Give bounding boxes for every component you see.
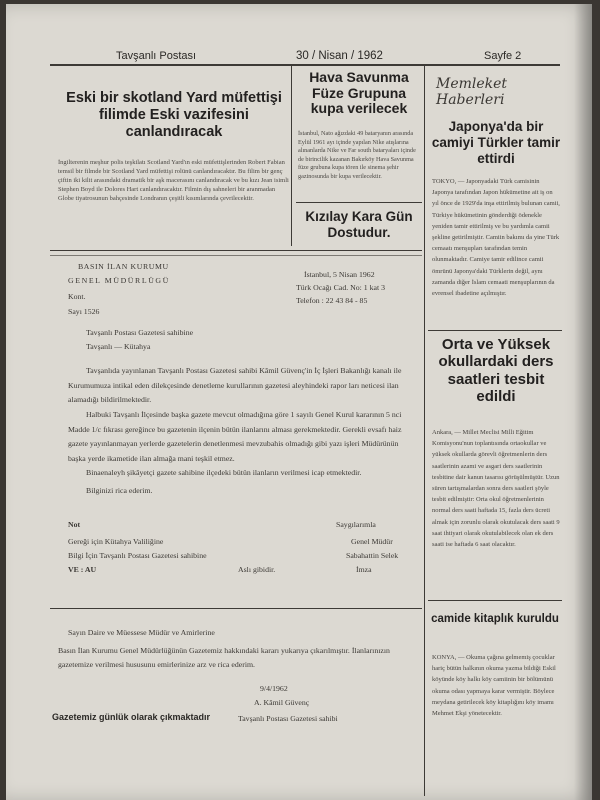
page-edge-shadow [574, 4, 592, 800]
letter-paragraph-2: Halbuki Tavşanlı İlçesinde başka gazete mevcut olmadığına göre 1 sayılı Genel Kurul kararının 5 nci Madde 1/c fıkrası gereğince bu gazetenin ilçenin bütün ilanlarını alması gerekmektedir. Gerekli evsafı haiz gazete yayınlanmayan yerlerde gazetelerin denetlenmesi mevzubahis olmadığı gibi yazı işleri Müdürünün başka yerde ikametide ilan almağa mani teşkil etmez. [68, 410, 402, 463]
japonya-headline: Japonya'da bir camiyi Türkler tamir ettirdi [431, 119, 561, 166]
asli-gibidir: Aslı gibidir. [238, 565, 276, 574]
hava-savunma-body: İstanbul, Nato ağızdaki 49 bataryanın arasında Eylül 1961 ayı içinde yapılan Nike atışlarına alınanlarda Nike ve Far south bataryaları içinde de birincilik kazanan Bakırköy Hava Savunma füze grubuna kupa tören ile sinema şehir gazinosunda bir kupa verilecektir. [298, 130, 416, 180]
place-date: İstanbul, 5 Nisan 1962 [304, 270, 375, 279]
cc-line1: Gereği için Kütahya Valiliğine [68, 537, 164, 546]
ders-saatleri-body: Ankara, — Millet Meclisi Milli Eğitim Komisyonu'nun toplantısında ortaokullar ve yüksek okullarda görevli öğretmenlerin ders saatlerinin azami ve asgari ders saatlerinin tesbitine dair kanun tasarısı görüşülmüştür. Uzun süren tartışmalardan sonra ders saatleri şöyle tesbit edilmiştir: Orta okul öğretmenlerinin normal ders saati haftada 15, fazla ders ücreti almak için zorunlu olarak okutulacak ders saati 9 saat ihtiyari olarak okutulabilecek olan ek ders saati ise haftada 6 saat olacaktır. [432, 429, 560, 549]
sender-line2: GENEL MÜDÜRLÜGÜ [68, 276, 170, 285]
section-rule [50, 255, 422, 256]
issue-date: 30 / Nisan / 1962 [296, 50, 383, 62]
japonya-body: TOKYO, — Japonyadaki Türk camisinin Japonya tarafından Japon hükümetine ait iş on yıl önce de 1929'da inşa ettirilmiş bulunan camii, Türkiye hükümetinin gönderdiği ödenekle yeniden tamir ettirilmiş ve bu yardımla camii şekline getirilmiştir. Camiin bakımı da yine Türk cemaatı menşupları tarafından temin olunmaktadır. Camiye tamir edilince camii ömrünü Japonya'daki Türklerin değil, aynı zamanda diğer İslam cemaati menşuplarının da evrensel ibadetine açılmıştır. [432, 178, 560, 298]
letter-paragraph-4: Bilginizi rica ederim. [86, 486, 153, 495]
notice-line2: Basın İlan Kurumu Genel Müdürlüğünün Gazetemiz hakkındaki kararı yukarıya çıkarılmıştır. İlanlarınızın gazetemize verilmesi hususunu emirlerinize arz ve rica ederim. [58, 646, 390, 669]
article-divider [428, 330, 562, 331]
sayi-label: Sayı 1526 [68, 307, 100, 316]
hava-savunma-headline: Hava Savunma Füze Grupuna kupa verilecek [309, 69, 409, 117]
scotland-yard-body: İngilterenin meşhur polis teşkilatı Scotland Yard'ın eski müfettişlerinden Robert Fabian temsil bir filmde bir Scotland Yard müfettişi rolünü canlandıracaktır. Bu filim bir genç çiftin iki kilit arasındaki dramatik bir aşk macerasını canlandıracak ve bu kızı Jean isimli Stephen Boyd ile Dolores Hart canlandıracaktır. Filmin dış sahneleri bir aranmadan Globe tiyatrosunun bahçesinde Londranın çeşitli kısımlarında çevrilecektir. [58, 159, 289, 202]
genel-mudur: Genel Müdür [351, 537, 393, 546]
notice-owner: Tavşanlı Postası Gazetesi sahibi [238, 714, 338, 723]
section-rule [50, 608, 422, 609]
not-label: Not [68, 520, 81, 529]
notice-line1: Sayın Daire ve Müessese Müdür ve Amirlerine [68, 628, 215, 637]
article-divider [296, 202, 422, 203]
letter-paragraph-1: Tavşanlıda yayınlanan Tavşanlı Postası Gazetesi sahibi Kâmil Güvenç'in İç İşleri Bakanlığı kanalı ile Kurumumuza intikal eden dilekçesinde denetleme kurullarının gazetesi aleyhindeki rapor ları neticesi ilan alamadığı bildirilmektedir. [68, 366, 402, 404]
scotland-yard-headline: Eski bir skotland Yard müfettişi filimde Eski vazifesini canlandıracak [66, 90, 282, 141]
letterhead-phone: Telefon : 22 43 84 - 85 [296, 296, 368, 305]
page-number: Sayfe 2 [484, 50, 522, 62]
memleket-haberleri-title: Memleket Haberleri [436, 76, 508, 108]
header-rule [50, 64, 560, 66]
kizilay-headline: Kızılay Kara Gün Dostudur. [305, 209, 413, 240]
notice-date: 9/4/1962 [260, 684, 288, 693]
paper-name: Tavşanlı Postası [116, 50, 197, 62]
signer-name: Sabahattin Selek [346, 551, 399, 560]
recipient-line1: Tavşanlı Postası Gazetesi sahibine [86, 328, 194, 337]
notice-signer: A. Kâmil Güvenç [254, 698, 310, 707]
daily-notice: Gazetemiz günlük olarak çıkmaktadır [52, 712, 211, 722]
section-rule [50, 250, 422, 251]
kitaplik-headline: camide kitaplık kuruldu [431, 613, 559, 625]
recipient-line2: Tavşanlı — Kütahya [86, 342, 151, 351]
kont-label: Kont. [68, 292, 86, 301]
article-divider [428, 600, 562, 601]
ve-au: VE : AU [68, 565, 97, 574]
newspaper-page [6, 4, 592, 800]
letter-paragraph-3: Binaenaleyh şikâyetçi gazete sahibine ilçedeki bütün ilanların verilmesi icap etmektedir. [86, 468, 362, 477]
imza: İmza [356, 565, 372, 574]
cc-line2: Bilgi İçin Tavşanlı Postası Gazetesi sahibine [68, 551, 207, 560]
letterhead-address: Türk Ocağı Cad. No: 1 kat 3 [296, 283, 385, 292]
column-divider [291, 66, 292, 246]
column-divider [424, 66, 425, 796]
sender-line1: BASIN İLAN KURUMU [78, 262, 169, 271]
saygilarimla: Saygılarımla [336, 520, 376, 529]
kitaplik-body: KONYA, — Okuma çağına gelmemiş çocuklar hariç bütün halkının okuma yazma bildiği Eskil köyünde köy halkı köy camiinin bir bölümünü okuma odası yapmaya karar vermiştir. Böylece meydana getirilecek köy kitaplığını köy imamı Mehmet Ekşi yönetecektir. [432, 654, 556, 718]
ders-saatleri-headline: Orta ve Yüksek okullardaki ders saatleri tesbit edildi [438, 336, 554, 405]
